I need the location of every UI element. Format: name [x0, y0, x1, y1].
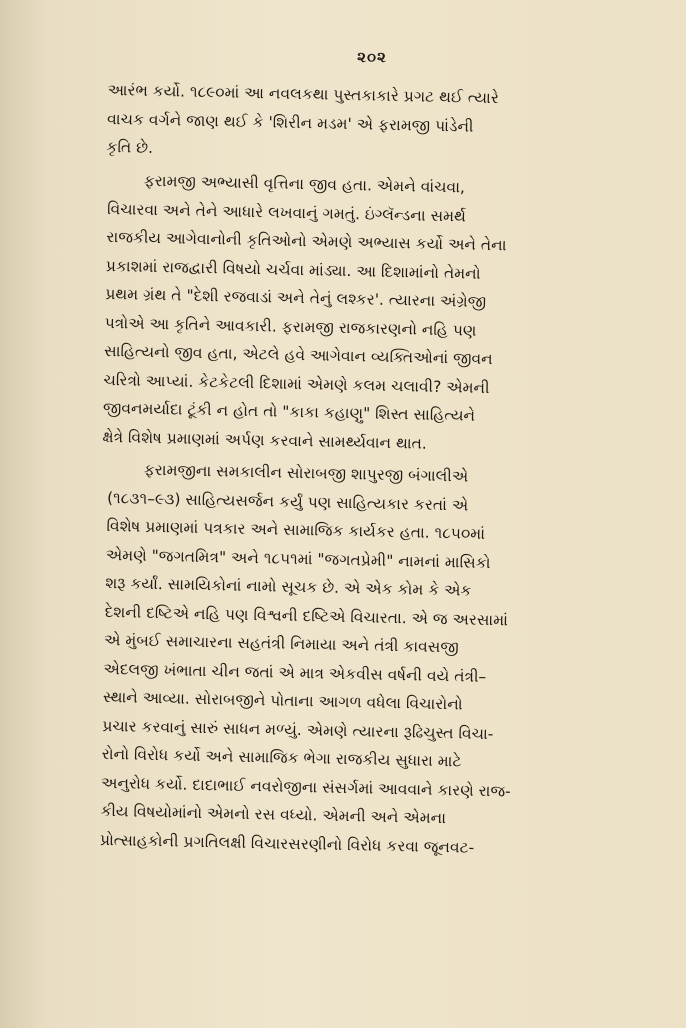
text-line: પત્રોએ આ કૃતિને આવકારી. ફરામજી રાજકારણનો નહિ પણ — [104, 312, 477, 339]
text-line: એદલજી ખંભાતા ચીન જતાં એ માત્ર એકવીસ વર્ષની વયે તંત્રી– — [103, 658, 487, 685]
text-line: અનુરોધ કર્યો. દાદાભાઈ નવરોજીના સંસર્ગમાં આવવાને કારણે રાજ- — [100, 772, 511, 800]
text-line: રાજકીય આગેવાનોની કૃતિઓનો એમણે અભ્યાસ કર્યો અને તેના — [106, 227, 507, 254]
text-line: પ્રોત્સાહકોની પ્રગતિલક્ષી વિચારસરણીનો વિરોધ કરવા જૂનવટ- — [99, 829, 475, 856]
text-line: પ્રથમ ગ્રંથ તે "દેશી રજવાડાં અને તેનું લશ્કર'. ત્યારના અંગ્રેજી — [105, 284, 487, 311]
text-line: કીય વિષયોમાંનો એમનો રસ વધ્યો. એમની અને એમના — [100, 801, 447, 827]
paragraph-1 — [106, 76, 636, 173]
text-line: દેશની દષ્ટિએ નહિ પણ વિશ્વની દષ્ટિએ વિચારતા. એ જ અરસામાં — [104, 601, 509, 629]
text-line: ચરિત્રો આપ્યાં. કેટકેટલી દિશામાં એમણે કલમ ચલાવી? એમની — [103, 369, 490, 397]
text-line: પ્રચાર કરવાનું સારું સાધન મળ્યું. એમણે ત્યારના રૂઢિચુસ્ત વિચા- — [102, 715, 494, 743]
text-line: રોનો વિરોધ કર્યો અને સામાજિક ભેગા રાજકીય સુધારા માટે — [101, 744, 462, 770]
text-line: આરંભ કર્યો. ૧૮૯૦માં આ નવલકથા પુસ્તકાકારે પ્રગટ થઈ ત્યારે — [107, 80, 500, 108]
text-line: પ્રકાશમાં રાજદ્વારી વિષયો ચર્ચવા માંડ્યા. આ દિશામાંનો તેમનો — [105, 255, 481, 282]
text-line: ક્ષેત્રે વિશેષ પ્રમાણમાં અર્પણ કરવાને સામર્થ્યવાન થાત. — [102, 426, 428, 452]
text-line: વિશેષ પ્રમાણમાં પત્રકાર અને સામાજિક કાર્યકર હતા. ૧૮૫૦માં — [106, 516, 486, 543]
text-line: એ મુંબઈ સમાચારના સહતંત્રી નિમાયા અને તંત્રી કાવસજી — [103, 630, 459, 656]
text-line: કૃતિ છે. — [106, 137, 154, 157]
text-line: ફરામજી અભ્યાસી વૃત્તિના જીવ હતા. એમને વાંચવા, — [143, 171, 466, 196]
text-line: શરૂ કર્યાં. સામયિકોનાં નામો સૂચક છે. એ એક કોમ કે એક — [105, 573, 472, 600]
text-line: સાહિત્યનો જીવ હતા, એટલે હવે આગેવાન વ્યક્તિઓનાં જીવન — [103, 341, 493, 368]
text-line: (૧૮૩૧–૯૩) સાહિત્યસર્જન કર્યું પણ સાહિત્યકાર કરતાં એ — [106, 487, 469, 514]
text-line: વિચારવા અને તેને આધારે લખવાનું ગમતું. ઇંગ્લૅન્ડના સમર્થ — [106, 198, 467, 225]
paragraph-2 — [102, 166, 636, 462]
paragraph-3 — [100, 455, 636, 865]
text-line: ફરામજીના સમકાલીન સોરાબજી શાપુરજી બંગાલીએ — [143, 460, 469, 486]
text-line: જીવનમર્યાદા ટૂંકી ન હોત તો "કાકા કહાણુ" શિસ્ત સાહિત્યને — [102, 398, 476, 425]
text-line: વાચક વર્ગને જાણ થઈ કે 'શિરીન મડમ' એ ફરામજી પાંડેની — [106, 109, 474, 136]
page-number: ૨૦૨ — [357, 48, 387, 66]
text-line: સ્થાને આવ્યા. સોરાબજીને પોતાના આગળ વધેલા વિચારોનો — [102, 687, 463, 713]
text-line: એમણે "જગતમિત્ર" અને ૧૮૫૧માં "જગતપ્રેમી" નામનાં માસિકો — [105, 544, 491, 572]
